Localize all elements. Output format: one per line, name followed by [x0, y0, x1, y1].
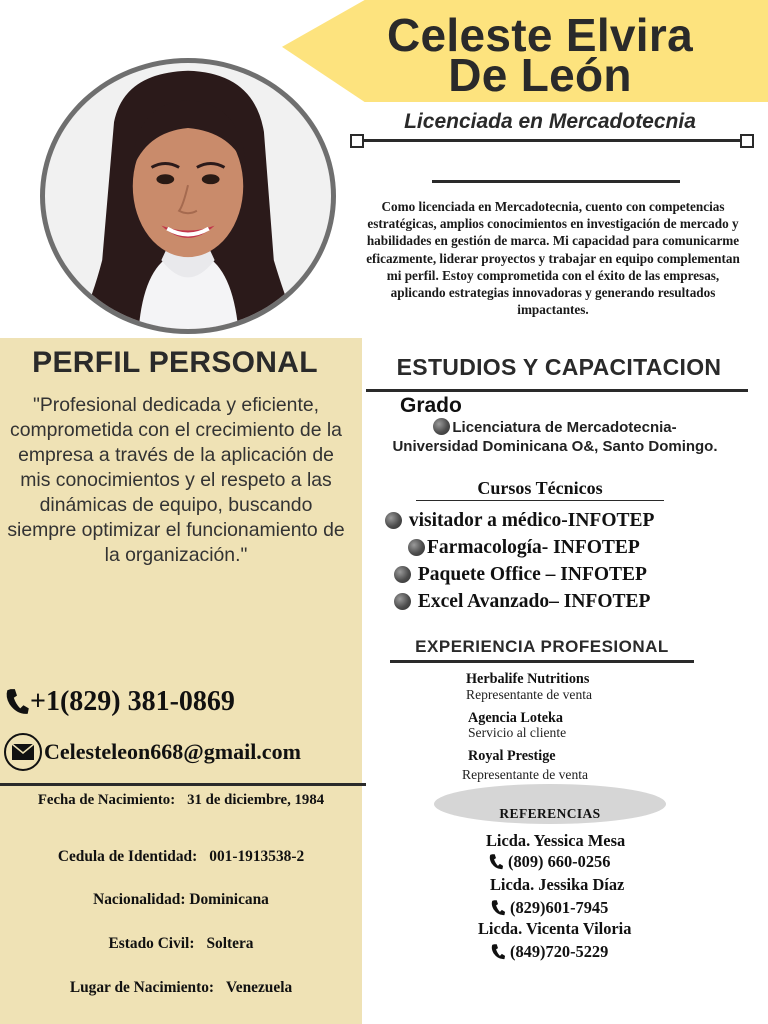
- professional-title: Licenciada en Mercadotecnia: [404, 110, 696, 133]
- email-contact: [4, 733, 301, 771]
- info-birthdate: [0, 792, 362, 809]
- reference-phone-number: (849)720-5229: [510, 942, 609, 961]
- degree-line-2: Universidad Dominicana O&, Santo Domingo.: [392, 438, 718, 455]
- reference-phone: [490, 898, 608, 918]
- referencias-heading: REFERENCIAS: [499, 806, 601, 821]
- info-lugar-nacimiento: [0, 979, 362, 997]
- info-label: Estado Civil:: [108, 935, 195, 952]
- profile-photo: [40, 58, 336, 334]
- reference-name: Licda. Vicenta Viloria: [478, 919, 632, 938]
- degree-line-1: Licenciatura de Mercadotecnia-: [452, 419, 677, 436]
- course-label: Paquete Office – INFOTEP: [417, 564, 647, 585]
- reference-phone-number: (809) 660-0256: [508, 852, 611, 871]
- summary-divider: [432, 180, 680, 183]
- info-value: 001-1913538-2: [209, 848, 305, 865]
- info-cedula: [0, 848, 362, 866]
- name-first-line: Celeste Elvira: [387, 9, 693, 61]
- reference-name: Licda. Yessica Mesa: [486, 831, 626, 850]
- name-second-line: De León: [448, 49, 632, 101]
- course-item: [408, 537, 640, 559]
- degree-info: [366, 418, 744, 456]
- experiencia-heading: EXPERIENCIA PROFESIONAL: [415, 637, 669, 656]
- contact-divider: [0, 783, 366, 786]
- reference-phone: [488, 852, 610, 872]
- job-role: Servicio al cliente: [468, 725, 567, 740]
- phone-number: +1(829) 381-0869: [30, 686, 235, 717]
- info-value: Venezuela: [226, 979, 293, 996]
- phone-icon: [488, 853, 504, 871]
- grado-label: Grado: [400, 394, 462, 417]
- info-label: Lugar de Nacimiento:: [69, 979, 215, 996]
- cursos-heading: Cursos Técnicos: [416, 478, 664, 501]
- info-label: Fecha de Nacimiento:: [37, 792, 176, 808]
- estudios-divider: [366, 389, 748, 392]
- phone-icon: [490, 899, 506, 917]
- info-value: Soltera: [206, 935, 254, 952]
- course-item: [394, 591, 650, 613]
- bullet-icon: [394, 566, 411, 583]
- estudios-heading: ESTUDIOS Y CAPACITACION: [396, 354, 722, 380]
- email-address[interactable]: Celesteleon668@gmail.com: [44, 739, 301, 764]
- info-label: Cedula de Identidad:: [57, 848, 198, 865]
- bullet-icon: [433, 418, 450, 435]
- info-estado-civil: [0, 935, 362, 953]
- job-company: Herbalife Nutritions: [466, 671, 590, 687]
- job-role: Representante de venta: [466, 687, 593, 702]
- portrait-illustration: [45, 63, 331, 329]
- bullet-icon: [408, 539, 425, 556]
- info-nacionalidad: [0, 891, 362, 909]
- job-company: Royal Prestige: [468, 748, 556, 764]
- mail-icon: [4, 733, 42, 771]
- course-label: Farmacología- INFOTEP: [427, 537, 640, 558]
- info-label: Nacionalidad:: [93, 891, 186, 908]
- perfil-personal-quote: "Profesional dedicada y eficiente, comprometida con el crecimiento de la empresa a través de la aplicación de mis conocimientos y el respeto a las dinámicas de equipo, buscando siempre optimizar el funcionamiento de la organización.": [7, 394, 345, 566]
- title-divider: [352, 139, 752, 142]
- reference-phone-number: (829)601-7945: [510, 898, 609, 917]
- job-role: Representante de venta: [462, 767, 589, 782]
- reference-name: Licda. Jessika Díaz: [490, 875, 625, 894]
- phone-icon: [490, 943, 506, 961]
- info-value: Dominicana: [189, 891, 269, 908]
- course-item: [394, 564, 647, 586]
- job-company: Agencia Loteka: [468, 710, 563, 726]
- course-label: visitador a médico-INFOTEP: [408, 510, 655, 531]
- info-value: 31 de diciembre, 1984: [187, 792, 325, 808]
- perfil-personal-heading: PERFIL PERSONAL: [32, 346, 318, 379]
- bullet-icon: [394, 593, 411, 610]
- bullet-icon: [385, 512, 402, 529]
- course-label: Excel Avanzado– INFOTEP: [417, 591, 651, 612]
- reference-phone: [490, 942, 608, 962]
- experiencia-divider: [390, 660, 694, 663]
- phone-contact: [4, 686, 235, 718]
- professional-summary: Como licenciada en Mercadotecnia, cuento con competencias estratégicas, amplios conocimientos en investigación de mercado y habilidades en gestión de marca. Mi capacidad para comunicarme eficazmente, liderar proyectos y trabajar en equipo complementan mi perfil. Estoy comprometida con el éxito de las empresas, aplicando estrategias innovadoras y generando resultados impactantes.: [366, 199, 740, 318]
- course-item: [385, 510, 654, 532]
- phone-icon: [4, 687, 30, 717]
